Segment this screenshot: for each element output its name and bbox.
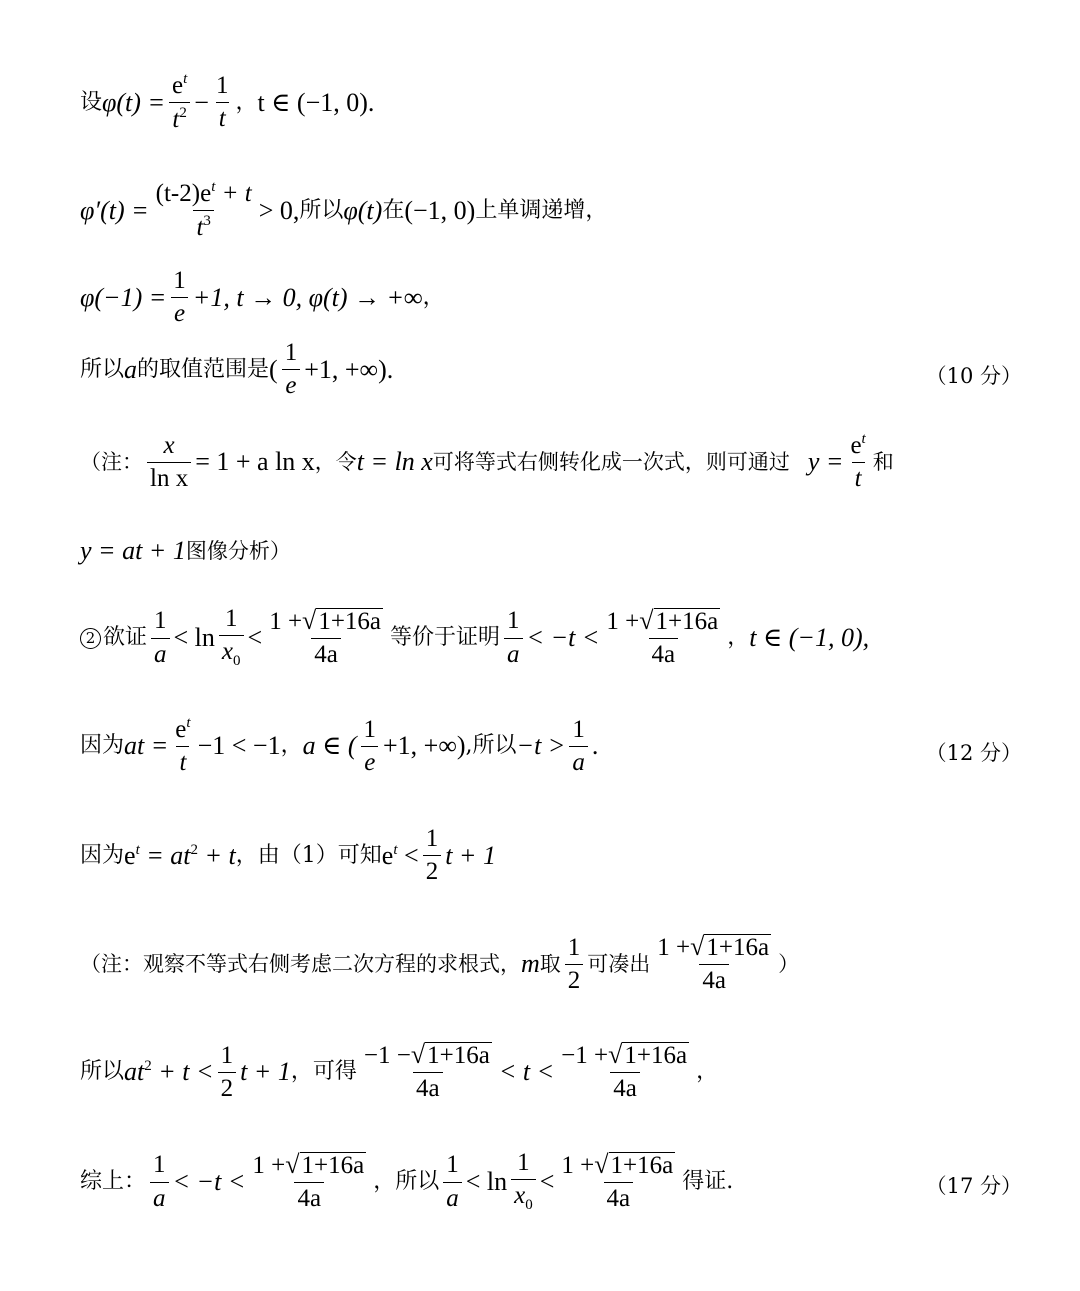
math: +1, +∞). — [304, 354, 394, 384]
text: 等价于证明 — [390, 625, 501, 650]
fraction: −1 + √ 1+16a 4a — [561, 1040, 688, 1103]
text: 图像分析） — [185, 538, 291, 563]
fraction: $\frac{e^t}{t}$ — [850, 431, 866, 493]
fraction: 1 + √ 1+16a 4a — [269, 605, 382, 668]
math: a ∈ ( — [302, 731, 357, 761]
fraction: 1 + √ 1+16a 4a — [657, 932, 770, 995]
fraction: $\frac{1}{t}$ — [215, 72, 229, 133]
text: 欲证 — [103, 625, 148, 650]
text: ） — [778, 951, 800, 976]
score-label: （17 分） — [925, 1174, 1022, 1198]
fraction: $\frac{1}{e}$ — [282, 340, 301, 400]
punct: ， — [696, 1059, 719, 1085]
text: 因为 — [80, 733, 125, 759]
math: φ′(t) = — [80, 195, 149, 225]
math: m — [521, 949, 540, 979]
text: ，可得 — [290, 1059, 357, 1085]
text: 综上： — [80, 1169, 147, 1194]
math: +1, +∞) — [383, 731, 466, 761]
fraction: 1 + √ 1+16a 4a — [606, 605, 719, 668]
fraction: $\frac{1}{a}$ — [569, 717, 588, 777]
math: < ln — [173, 623, 215, 652]
fraction: 1 + √ 1+16a 4a — [252, 1149, 365, 1212]
fraction: $\frac{1}{2}$ — [218, 1043, 237, 1103]
math: t ∈ (−1, 0), — [749, 623, 870, 652]
math: t + 1 — [240, 1057, 291, 1087]
math: < — [539, 1167, 555, 1196]
fraction: $\frac{(t-2)e^t + t}{t^3}$ — [155, 179, 252, 242]
math: a — [124, 354, 138, 384]
math: − — [194, 87, 209, 117]
math: φ(−1) = — [80, 282, 167, 312]
text: 可将等式右侧转化成一次式，则可通过 — [432, 449, 790, 474]
line-note-1 — [80, 432, 894, 493]
math: . — [591, 731, 599, 761]
math: < −t < — [172, 1167, 246, 1196]
math: = 1 + a ln x — [195, 447, 315, 477]
line-part-2-goal — [80, 606, 869, 670]
text: （注：观察不等式右侧考虑二次方程的求根式， — [80, 951, 521, 976]
text: 所以 — [80, 1059, 125, 1085]
fraction: $\frac{1}{a}$ — [150, 1152, 169, 1212]
fraction: $\frac{e^t}{t^2}$ — [169, 72, 190, 134]
punct: ， — [727, 625, 750, 650]
text: 所以 — [80, 356, 125, 382]
line-phi-value — [80, 268, 445, 328]
text: 的取值范围是 — [137, 356, 270, 382]
math: ( — [269, 354, 278, 384]
line-define-phi — [80, 72, 374, 134]
math: t = ln x — [356, 447, 433, 477]
fraction: $\frac{1}{x_0}$ — [511, 1150, 536, 1214]
line-note-1-cont — [80, 538, 291, 564]
text: 因为 — [80, 842, 125, 868]
text: 可凑出 — [587, 951, 651, 976]
text: 和 — [872, 449, 894, 474]
fraction: $\frac{x}{\text{ln x}}$ — [147, 433, 191, 493]
fraction: $\frac{1}{a}$ — [504, 608, 523, 668]
line-conclusion — [80, 1150, 733, 1214]
circled-number: 2 — [80, 628, 101, 649]
math: t ∈ (−1, 0). — [257, 87, 375, 117]
line-note-2 — [80, 934, 799, 995]
fraction: $\frac{1}{2}$ — [423, 826, 442, 886]
punct: ， — [280, 733, 303, 759]
fraction: $\frac{1}{e}$ — [361, 717, 380, 777]
text: （注： — [80, 449, 143, 474]
punct: ， — [235, 89, 258, 115]
fraction: $\frac{1}{a}$ — [443, 1152, 462, 1212]
text: ,所以 — [465, 733, 517, 759]
fraction: 1 + √ 1+16a 4a — [561, 1149, 674, 1212]
math: t + 1 — [445, 840, 496, 870]
math: > 0, — [258, 195, 300, 225]
text: ，令 — [314, 449, 357, 474]
math: φ(t) = — [102, 87, 165, 117]
fraction: $\frac{1}{e}$ — [170, 268, 189, 328]
math: at = — [124, 731, 169, 761]
score-label: （10 分） — [925, 364, 1022, 388]
math: (−1, 0) — [404, 195, 476, 225]
math: +1, t → 0, φ(t) → +∞ — [192, 282, 423, 312]
text: 在 — [382, 197, 405, 223]
math: −1 < −1 — [197, 731, 281, 761]
text: 所以 — [299, 197, 344, 223]
math: < — [247, 623, 263, 652]
fraction: $\frac{1}{2}$ — [565, 935, 584, 995]
fraction: −1 − √ 1+16a 4a — [363, 1040, 490, 1103]
line-since-at — [80, 716, 598, 777]
math: < t < — [498, 1057, 555, 1087]
punct: ， — [422, 284, 445, 310]
math: φ(t) — [343, 195, 383, 225]
text: ，所以 — [373, 1169, 440, 1194]
line-range-a — [80, 340, 393, 400]
fraction: $\frac{1}{a}$ — [151, 608, 170, 668]
line-since-et: 因为 $e^t = at^2 + t$ ，由（1）可知 $e^t$ < $\frac{1}{2}$ t + 1 — [80, 825, 496, 886]
score-label: （12 分） — [925, 741, 1022, 765]
line-derivative — [80, 180, 607, 242]
math: y = — [807, 447, 844, 477]
fraction: $\frac{1}{x_0}$ — [219, 606, 244, 670]
math: −t > — [516, 731, 566, 761]
fraction: $\frac{e^t}{t}$ — [175, 715, 191, 777]
text: 设 — [80, 89, 103, 115]
text: 得证. — [682, 1169, 734, 1194]
text: ，由（1）可知 — [235, 842, 382, 868]
line-therefore: 所以 $at^2 + t$ < $\frac{1}{2}$ t + 1 ，可得 −1 − √ 1+16a 4a < t < −1 + √ 1+16a 4a ， — [80, 1040, 719, 1103]
math: < ln — [465, 1167, 508, 1196]
text: 取 — [539, 951, 561, 976]
text: 上单调递增， — [475, 197, 608, 223]
math: < −t < — [526, 623, 600, 652]
math: y = at + 1 — [80, 536, 186, 565]
